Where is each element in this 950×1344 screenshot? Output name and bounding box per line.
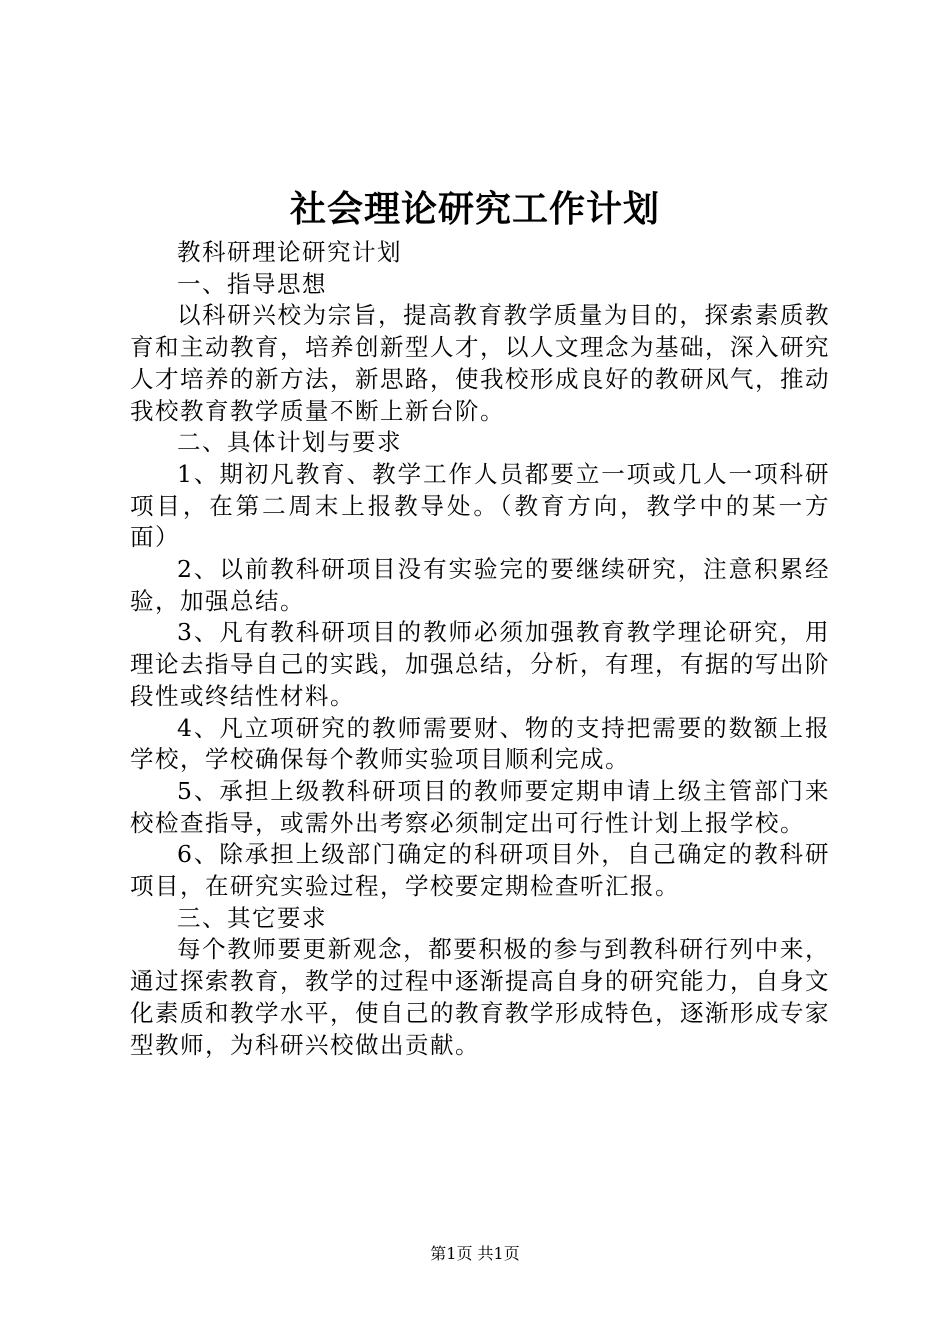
plan-item-2: 2、以前教科研项目没有实验完的要继续研究，注意积累经验，加强总结。 xyxy=(130,555,830,615)
plan-item-5: 5、承担上级教科研项目的教师要定期申请上级主管部门来校检查指导，或需外出考察必须制定出可行性计划上报学校。 xyxy=(130,776,830,837)
plan-item-1: 1、期初凡教育、教学工作人员都要立一项或几人一项科研项目，在第二周末上报教导处。（教育方向，教学中的某一方面） xyxy=(130,459,830,552)
paragraph-other-requirements: 每个教师要更新观念，都要积极的参与到教科研行列中来，通过探索教育，教学的过程中逐渐提高自身的研究能力，自身文化素质和教学水平，使自己的教育教学形成特色，逐渐形成专家型教师，为科研兴校做出贡献。 xyxy=(130,935,830,1059)
section-heading-guiding-ideology: 一、指导思想 xyxy=(177,269,327,298)
plan-item-6: 6、除承担上级部门确定的科研项目外，自己确定的教科研项目，在研究实验过程，学校要定期检查听汇报。 xyxy=(130,840,830,901)
section-heading-other-requirements: 三、其它要求 xyxy=(177,903,327,932)
document-body xyxy=(130,237,830,1061)
page-number-footer: 第1页 共1页 xyxy=(430,1244,520,1263)
page-title: 社会理论研究工作计划 xyxy=(289,188,660,230)
paragraph-guiding-ideology: 以科研兴校为宗旨，提高教育教学质量为目的，探索素质教育和主动教育，培养创新型人才，以人文理念为基础，深入研究人才培养的新方法，新思路，使我校形成良好的教研风气，推动我校教育教学质量不断上新台阶。 xyxy=(130,301,830,425)
subtitle: 教科研理论研究计划 xyxy=(177,238,402,266)
plan-item-3: 3、凡有教科研项目的教师必须加强教育教学理论研究，用理论去指导自己的实践，加强总结，分析，有理，有据的写出阶段性或终结性材料。 xyxy=(130,618,830,710)
section-heading-specific-plan: 二、具体计划与要求 xyxy=(177,428,402,457)
plan-item-4: 4、凡立项研究的教师需要财、物的支持把需要的数额上报学校，学校确保每个教师实验项目顺利完成。 xyxy=(130,713,830,774)
